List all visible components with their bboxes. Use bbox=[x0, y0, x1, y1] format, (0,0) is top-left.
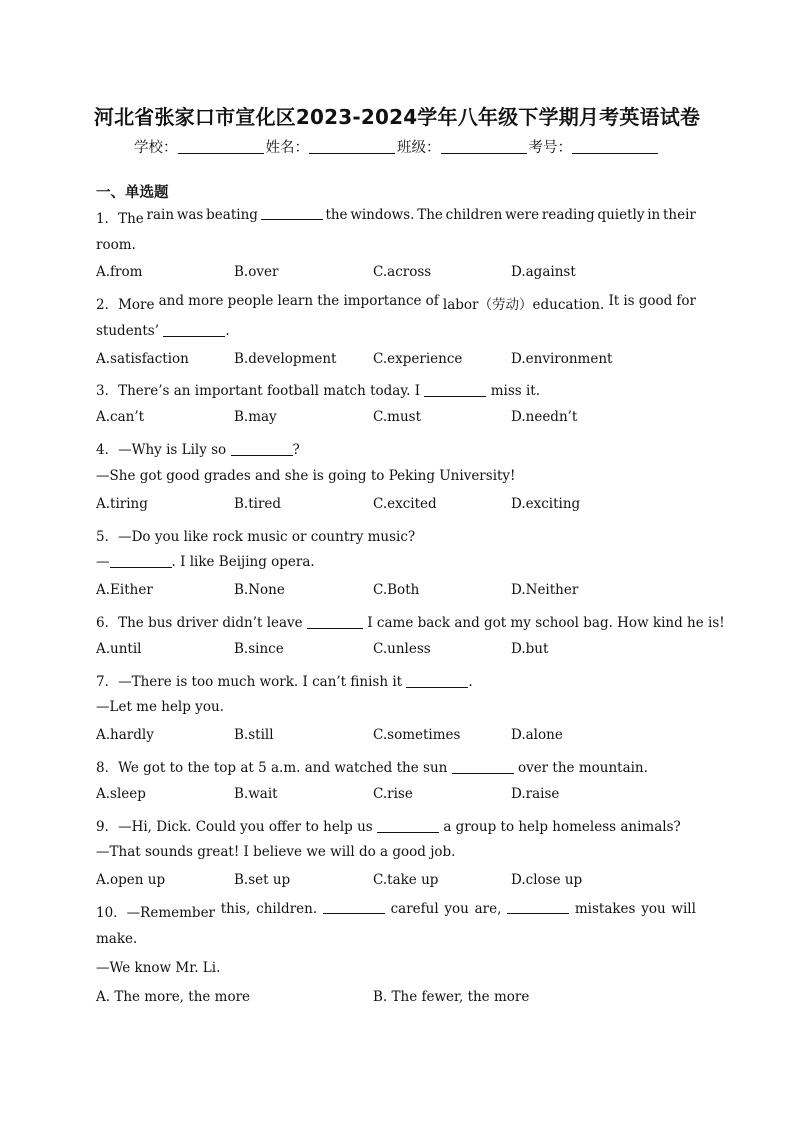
word: windows. bbox=[350, 207, 415, 223]
option-c[interactable]: C.take up bbox=[373, 872, 439, 888]
option-a[interactable]: A.sleep bbox=[96, 786, 146, 802]
answer-blank[interactable] bbox=[261, 207, 323, 220]
option-d[interactable]: D.but bbox=[511, 641, 549, 657]
word: labor（劳动）education. bbox=[442, 297, 605, 313]
option-c[interactable]: C.excited bbox=[373, 496, 437, 512]
text: 7．—There is too much work. I can’t finish it bbox=[96, 674, 403, 690]
word: and bbox=[158, 293, 185, 309]
word: was bbox=[176, 207, 204, 223]
text: a group to help homeless animals? bbox=[443, 819, 681, 835]
question-5-line-2 bbox=[96, 554, 696, 570]
text: students’ bbox=[96, 323, 160, 339]
class-label: 班级： bbox=[397, 140, 441, 156]
class-blank[interactable] bbox=[441, 139, 527, 154]
question-1-line-1 bbox=[96, 207, 696, 227]
option-d[interactable]: D.against bbox=[511, 264, 576, 280]
word: will bbox=[671, 901, 696, 917]
answer-blank[interactable] bbox=[377, 820, 439, 833]
question-10-line-3: —We know Mr. Li. bbox=[96, 960, 221, 976]
option-c[interactable]: C.experience bbox=[373, 351, 463, 367]
option-c[interactable]: C.across bbox=[373, 264, 432, 280]
option-a[interactable]: A.open up bbox=[96, 872, 166, 888]
option-a[interactable]: A. The more, the more bbox=[96, 989, 251, 1005]
text: I came back and got my school bag. How kind he is! bbox=[367, 615, 725, 631]
text: . bbox=[225, 323, 230, 339]
word: the bbox=[317, 293, 340, 309]
option-d[interactable]: D.close up bbox=[511, 872, 583, 888]
word: the bbox=[325, 207, 348, 223]
word: 2．More bbox=[96, 297, 155, 313]
question-9-line-2: —That sounds great! I believe we will do a good job. bbox=[96, 844, 456, 860]
option-c[interactable]: C.sometimes bbox=[373, 727, 461, 743]
word: their bbox=[663, 207, 696, 223]
option-b[interactable]: B.over bbox=[234, 264, 279, 280]
answer-blank[interactable] bbox=[231, 443, 293, 456]
number-blank[interactable] bbox=[572, 139, 658, 154]
option-c[interactable]: C.Both bbox=[373, 582, 420, 598]
option-a[interactable]: A.Either bbox=[96, 582, 153, 598]
word: this, bbox=[220, 901, 251, 917]
answer-blank[interactable] bbox=[110, 555, 172, 568]
text: 8．We got to the top at 5 a.m. and watched the sun bbox=[96, 760, 448, 776]
question-7-line-1 bbox=[96, 670, 696, 690]
option-b[interactable]: B.set up bbox=[234, 872, 291, 888]
number-label: 考号： bbox=[528, 140, 572, 156]
word: The bbox=[417, 207, 443, 223]
word: importance bbox=[343, 293, 422, 309]
text: miss it. bbox=[490, 383, 541, 399]
option-a[interactable]: A.hardly bbox=[96, 727, 154, 743]
option-d[interactable]: D.raise bbox=[511, 786, 560, 802]
word: of bbox=[425, 293, 439, 309]
option-d[interactable]: D.environment bbox=[511, 351, 613, 367]
word: beating bbox=[206, 207, 258, 223]
question-10-line-1 bbox=[96, 901, 696, 921]
word: 1．The bbox=[96, 211, 144, 227]
text: 4．—Why is Lily so bbox=[96, 442, 227, 458]
word: were bbox=[505, 207, 540, 223]
answer-blank[interactable] bbox=[406, 675, 468, 688]
answer-blank-2[interactable] bbox=[507, 901, 569, 914]
question-5-line-1: 5．—Do you like rock music or country music? bbox=[96, 529, 416, 545]
word: learn bbox=[277, 293, 314, 309]
text: 3．There’s an important football match today. I bbox=[96, 383, 421, 399]
option-c[interactable]: C.unless bbox=[373, 641, 431, 657]
option-b[interactable]: B.still bbox=[234, 727, 274, 743]
word: children. bbox=[256, 901, 318, 917]
option-a[interactable]: A.from bbox=[96, 264, 143, 280]
word: reading bbox=[541, 207, 595, 223]
option-d[interactable]: D.needn’t bbox=[511, 409, 578, 425]
word: more bbox=[188, 293, 224, 309]
word: It bbox=[608, 293, 620, 309]
school-blank[interactable] bbox=[178, 139, 264, 154]
word: is bbox=[623, 293, 635, 309]
question-2-line-2 bbox=[96, 323, 696, 339]
name-blank[interactable] bbox=[309, 139, 395, 154]
name-label: 姓名： bbox=[265, 140, 309, 156]
option-b[interactable]: B.None bbox=[234, 582, 285, 598]
word: you bbox=[444, 901, 469, 917]
text: — bbox=[96, 554, 110, 570]
option-a[interactable]: A.until bbox=[96, 641, 142, 657]
question-9-line-1 bbox=[96, 815, 696, 835]
word: are, bbox=[474, 901, 502, 917]
option-b[interactable]: B.tired bbox=[234, 496, 282, 512]
word: rain bbox=[146, 207, 175, 223]
option-b[interactable]: B.wait bbox=[234, 786, 278, 802]
answer-blank[interactable] bbox=[452, 761, 514, 774]
answer-blank[interactable] bbox=[307, 616, 363, 629]
option-a[interactable]: A.tiring bbox=[96, 496, 148, 512]
word: 10．—Remember bbox=[96, 905, 216, 921]
text: . bbox=[468, 674, 473, 690]
question-10-line-2: make. bbox=[96, 931, 138, 947]
option-d[interactable]: D.exciting bbox=[511, 496, 581, 512]
option-c[interactable]: C.must bbox=[373, 409, 421, 425]
question-4-line-1 bbox=[96, 438, 696, 458]
question-7-line-2: —Let me help you. bbox=[96, 699, 224, 715]
option-b[interactable]: B. The fewer, the more bbox=[373, 989, 530, 1005]
word: children bbox=[445, 207, 503, 223]
text: 9．—Hi, Dick. Could you offer to help us bbox=[96, 819, 373, 835]
word: good bbox=[638, 293, 673, 309]
student-info-line bbox=[0, 136, 794, 157]
answer-blank[interactable] bbox=[163, 324, 225, 337]
section-heading: 一、单选题 bbox=[96, 185, 169, 201]
option-c[interactable]: C.rise bbox=[373, 786, 413, 802]
text: over the mountain. bbox=[517, 760, 648, 776]
question-8-line-1 bbox=[96, 756, 696, 776]
question-2-line-1 bbox=[96, 293, 696, 313]
option-a[interactable]: A.satisfaction bbox=[96, 351, 189, 367]
option-b[interactable]: B.may bbox=[234, 409, 277, 425]
text: . I like Beijing opera. bbox=[171, 554, 315, 570]
option-d[interactable]: D.Neither bbox=[511, 582, 579, 598]
option-b[interactable]: B.since bbox=[234, 641, 284, 657]
question-4-line-2: —She got good grades and she is going to Peking University! bbox=[96, 468, 516, 484]
word: mistakes bbox=[574, 901, 636, 917]
option-d[interactable]: D.alone bbox=[511, 727, 563, 743]
word: people bbox=[227, 293, 274, 309]
word: in bbox=[647, 207, 661, 223]
option-b[interactable]: B.development bbox=[234, 351, 337, 367]
word: careful bbox=[390, 901, 439, 917]
question-1-line-2: room. bbox=[96, 237, 136, 253]
question-3-line-1 bbox=[96, 379, 696, 399]
question-6-line-1 bbox=[96, 611, 725, 631]
word: for bbox=[676, 293, 696, 309]
word: you bbox=[641, 901, 666, 917]
word: quietly bbox=[597, 207, 645, 223]
text: ? bbox=[292, 442, 300, 458]
option-a[interactable]: A.can’t bbox=[96, 409, 145, 425]
page-title: 河北省张家口市宣化区2023-2024学年八年级下学期月考英语试卷 bbox=[93, 105, 701, 129]
text: 6．The bus driver didn’t leave bbox=[96, 615, 303, 631]
answer-blank[interactable] bbox=[424, 384, 486, 397]
school-label: 学校： bbox=[134, 140, 178, 156]
answer-blank-1[interactable] bbox=[323, 901, 385, 914]
